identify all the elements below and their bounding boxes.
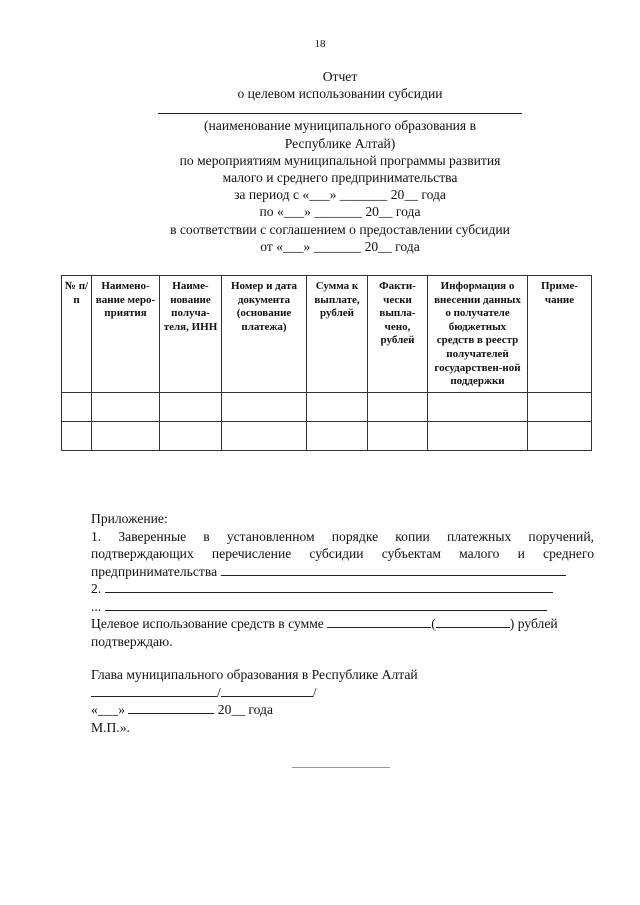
table-header-row (62, 276, 592, 393)
col-header-amount-paid: Факти-чески выпла-чено, рублей (368, 276, 428, 393)
amount-words-blank (436, 615, 510, 628)
col-header-number: № п/п (62, 276, 92, 393)
appendix-item1-line3-text: предпринимательства (91, 563, 218, 579)
appendix-item2 (91, 580, 594, 598)
report-subtitle: о целевом использовании субсидии (237, 86, 443, 102)
report-table (61, 275, 592, 451)
appendix-section (91, 510, 594, 650)
appendix-item1-line1: 1. Заверенные в установленном порядке копии платежных поручений, (91, 528, 594, 544)
signature-blank (91, 684, 217, 697)
head-title: Глава муниципального образования в Республике Алтай (91, 667, 418, 682)
report-header (95, 68, 585, 255)
table-cell (160, 392, 222, 421)
table-cell (92, 421, 160, 450)
table-cell (307, 421, 368, 450)
table-row (62, 392, 592, 421)
table-cell (428, 421, 528, 450)
usage-line2: подтверждаю. (91, 633, 173, 649)
page-number: 18 (314, 38, 326, 50)
paren-close: ) (509, 616, 515, 631)
stamp-label: М.П.». (91, 719, 130, 735)
footer-divider (292, 767, 390, 768)
paren-open: ( (431, 616, 436, 631)
signature-section (91, 666, 594, 736)
col-header-event: Наимено-вание меро-приятия (92, 276, 160, 393)
appendix-item1-line2: подтверждающих перечисление субсидии субъектам малого и среднего (91, 546, 594, 561)
col-header-note: Приме-чание (528, 276, 592, 393)
table-cell (92, 392, 160, 421)
table-cell (307, 392, 368, 421)
blank-line (105, 580, 553, 593)
signature-line (91, 684, 594, 702)
table-cell (528, 392, 592, 421)
table-cell (222, 421, 307, 450)
appendix-label: Приложение: (91, 511, 168, 526)
signature-date-line (91, 701, 594, 719)
blank-line (105, 598, 547, 611)
date-year: 20__ года (217, 702, 273, 717)
municipality-blank-line (158, 103, 522, 114)
period-to: по «___» _______ 20__ года (259, 204, 421, 220)
appendix-item1-line3 (91, 563, 594, 581)
table-row (62, 421, 592, 450)
name-blank (221, 684, 313, 697)
agreement-line: в соответствии с соглашением о предоставлении субсидии (170, 221, 510, 237)
usage-line (91, 615, 594, 633)
usage-suffix: рублей (517, 616, 558, 631)
table-cell (368, 421, 428, 450)
agreement-date: от «___» _______ 20__ года (260, 238, 420, 254)
col-header-registry-info: Информация о внесении данных о получателе бюджетных средств в реестр получателей государствен-ной поддержки (428, 276, 528, 393)
program-line-2: малого и среднего предпринимательства (222, 170, 458, 186)
amount-blank (327, 615, 431, 628)
blank-line (221, 563, 566, 576)
date-day: «___» (91, 702, 125, 717)
municipality-hint-1: (наименование муниципального образования в (203, 118, 476, 134)
table-cell (528, 421, 592, 450)
municipality-hint-2: Республике Алтай) (284, 135, 396, 151)
col-header-amount-due: Сумма к выплате, рублей (307, 276, 368, 393)
table-cell (62, 392, 92, 421)
appendix-item2-text: 2. (91, 581, 102, 596)
period-from: за период с «___» _______ 20__ года (234, 187, 446, 203)
table-cell (160, 421, 222, 450)
slash: / (312, 684, 317, 700)
slash: / (217, 684, 221, 700)
table-cell (62, 421, 92, 450)
col-header-document: Номер и дата документа (основание платежа) (222, 276, 307, 393)
appendix-item3 (91, 598, 594, 616)
table-cell (368, 392, 428, 421)
program-line-1: по мероприятиям муниципальной программы развития (179, 152, 501, 168)
report-title: Отчет (322, 69, 358, 84)
col-header-recipient: Наиме-нование получа-теля, ИНН (160, 276, 222, 393)
usage-prefix: Целевое использование средств в сумме (91, 616, 324, 631)
date-month-blank (128, 701, 214, 714)
appendix-item3-text: ... (91, 598, 102, 614)
table-cell (428, 392, 528, 421)
table-cell (222, 392, 307, 421)
